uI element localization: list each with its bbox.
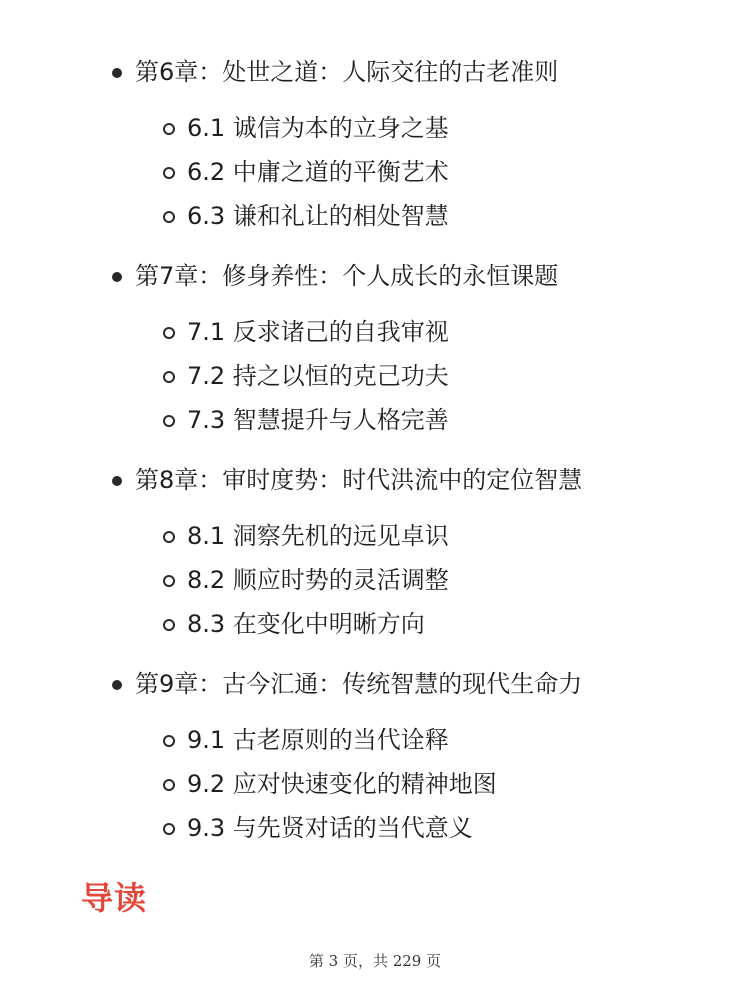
section-label: 6.3 谦和礼让的相处智慧 bbox=[187, 202, 449, 230]
section-list bbox=[0, 514, 750, 646]
section-label: 9.2 应对快速变化的精神地图 bbox=[187, 770, 497, 798]
section-label: 9.1 古老原则的当代诠释 bbox=[187, 726, 449, 754]
section-label: 7.3 智慧提升与人格完善 bbox=[187, 406, 449, 434]
chapter-item bbox=[0, 52, 750, 238]
chapter-item bbox=[0, 460, 750, 646]
circle-bullet-icon bbox=[163, 211, 175, 223]
section-list bbox=[0, 718, 750, 850]
section-item bbox=[0, 806, 750, 850]
section-label: 9.3 与先贤对话的当代意义 bbox=[187, 814, 473, 842]
section-label: 7.1 反求诸己的自我审视 bbox=[187, 318, 449, 346]
section-list bbox=[0, 310, 750, 442]
section-item bbox=[0, 194, 750, 238]
chapter-title: 第6章：处世之道：人际交往的古老准则 bbox=[135, 58, 559, 86]
page-number-footer: 第 3 页，共 229 页 bbox=[308, 952, 442, 970]
section-heading: 导读 bbox=[81, 879, 148, 917]
section-item bbox=[0, 514, 750, 558]
section-label: 8.3 在变化中明晰方向 bbox=[187, 610, 425, 638]
circle-bullet-icon bbox=[163, 327, 175, 339]
circle-bullet-icon bbox=[163, 619, 175, 631]
section-item bbox=[0, 310, 750, 354]
section-list bbox=[0, 106, 750, 238]
section-label: 6.2 中庸之道的平衡艺术 bbox=[187, 158, 449, 186]
section-item bbox=[0, 150, 750, 194]
section-item bbox=[0, 354, 750, 398]
section-item bbox=[0, 558, 750, 602]
circle-bullet-icon bbox=[163, 531, 175, 543]
circle-bullet-icon bbox=[163, 823, 175, 835]
circle-bullet-icon bbox=[163, 123, 175, 135]
circle-bullet-icon bbox=[163, 167, 175, 179]
section-item bbox=[0, 398, 750, 442]
chapter-title: 第8章：审时度势：时代洪流中的定位智慧 bbox=[135, 466, 583, 494]
chapter-title: 第7章：修身养性：个人成长的永恒课题 bbox=[135, 262, 559, 290]
section-item bbox=[0, 762, 750, 806]
section-label: 8.1 洞察先机的远见卓识 bbox=[187, 522, 449, 550]
circle-bullet-icon bbox=[163, 415, 175, 427]
section-label: 7.2 持之以恒的克己功夫 bbox=[187, 362, 449, 390]
section-item bbox=[0, 106, 750, 150]
section-item bbox=[0, 602, 750, 646]
circle-bullet-icon bbox=[163, 779, 175, 791]
section-label: 6.1 诚信为本的立身之基 bbox=[187, 114, 449, 142]
circle-bullet-icon bbox=[163, 371, 175, 383]
chapter-item bbox=[0, 664, 750, 850]
section-item bbox=[0, 718, 750, 762]
table-of-contents bbox=[0, 52, 750, 868]
chapter-title: 第9章：古今汇通：传统智慧的现代生命力 bbox=[135, 670, 583, 698]
circle-bullet-icon bbox=[163, 735, 175, 747]
section-label: 8.2 顺应时势的灵活调整 bbox=[187, 566, 449, 594]
circle-bullet-icon bbox=[163, 575, 175, 587]
chapter-item bbox=[0, 256, 750, 442]
